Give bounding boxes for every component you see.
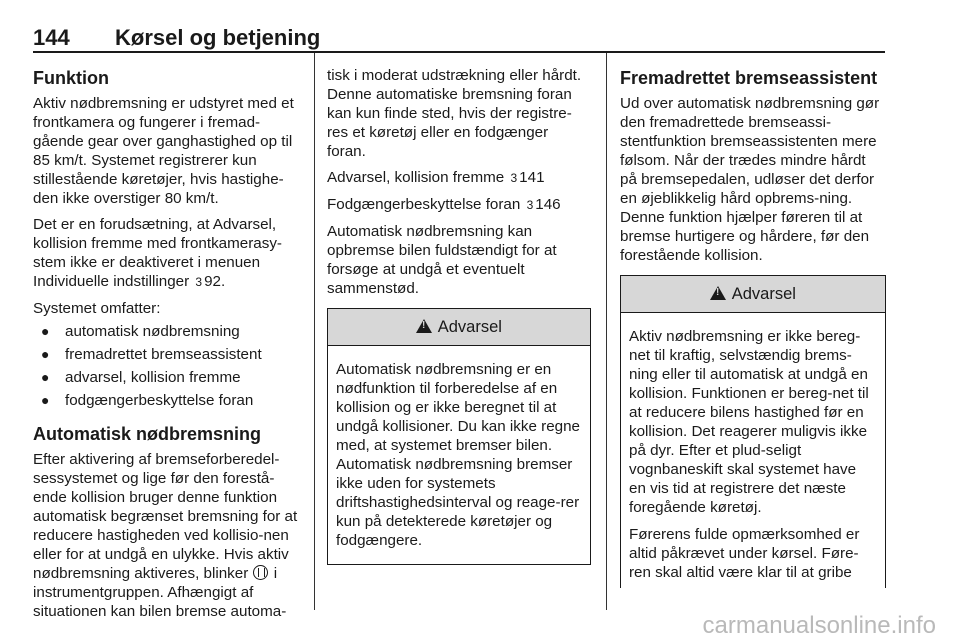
list-item: ● automatisk nødbremsning — [41, 323, 240, 340]
page-ref-link[interactable]: 146 — [535, 196, 561, 213]
paragraph: Automatisk nødbremsning kan opbremse bilen fuldstændigt for at forsøge at undgå et eventuelt sammenstød. — [327, 223, 557, 297]
paragraph: Aktiv nødbremsning er udstyret med et frontkamera og fungerer i fremad-gående gear over ganghastighed op til 85 km/t. Systemet registrerer kun stillestående køretøjer, hvis hastighe-den ikke overstiger 80 km/t. — [33, 95, 294, 207]
list-item: ● fremadrettet bremseassistent — [41, 346, 262, 363]
chapter-title: Kørsel og betjening — [115, 25, 321, 50]
paragraph: tisk i moderat udstrækning eller hårdt. Denne automatiske bremsning foran kan kun finde sted, hvis der registre-res et køretøj eller en fodgænger foran. — [327, 67, 582, 160]
section-heading-brake-assist: Fremadrettet bremseassistent — [620, 68, 878, 88]
paragraph — [33, 215, 303, 292]
column-1 — [33, 66, 303, 628]
brake-warning-lamp-icon — [253, 565, 268, 580]
column-3 — [620, 66, 886, 588]
page-header — [33, 25, 885, 51]
column-2 — [327, 66, 591, 565]
page-ref-link[interactable]: 141 — [519, 169, 545, 186]
feature-list — [33, 320, 303, 412]
warning-triangle-icon — [416, 319, 432, 333]
page-ref-link[interactable]: 92. — [204, 273, 226, 290]
paragraph: Ud over automatisk nødbremsning gør den fremadrettede bremseassi-stentfunktion bremseassistenten mere følsom. Når der trædes mindre hårdt på bremsepedalen, udløser det derfor en øjeblikkelig hård opbrems-ning. Denne funktion hjælper føreren til at bremse hurtigere og hårdere, før den forestående kollision. — [620, 95, 880, 264]
page-number: 144 — [33, 25, 70, 50]
warning-body: Aktiv nødbremsning er ikke bereg-net til kraftig, selvstændig brems-ning eller til automatisk at undgå en kollision. Funktionen er bereg-net til at reducere bilens hastighed før en kollision. Det reagerer muligvis ikke på dyr. Efter et plud-seligt vognbaneskift skal systemet have en vis tid at registrere det næste foregående køretøj. Førerens fulde opmærksomhed er altid påkrævet under kørsel. Føre-ren skal altid være klar til at gribe — [629, 328, 869, 581]
warning-body: Automatisk nødbremsning er en nødfunktion til forberedelse af en kollision og er ikke beregnet til at undgå kollisioner. Du kan ikke regne med, at systemet bremser bilen. Automatisk nødbremsning bremser ikke uden for systemets driftshastighedsinterval og reage-rer kun på detekterede køretøjer og fodgængere. — [336, 361, 580, 549]
page-ref-icon: 3 — [526, 198, 534, 212]
watermark: carmanualsonline.info — [702, 612, 936, 639]
section-heading-automatic-braking: Automatisk nødbremsning — [33, 424, 262, 444]
warning-box — [327, 308, 591, 565]
cross-reference: Fodgængerbeskyttelse foran 3 146 — [327, 196, 561, 213]
paragraph-text: Det er en forudsætning, at Advarsel, kollision fremme med frontkamerasy-stem ikke er deaktiveret i menuen Individuelle indstillinger — [33, 216, 282, 290]
list-item: ● advarsel, kollision fremme — [41, 369, 241, 386]
paragraph: Systemet omfatter: — [33, 300, 161, 317]
warning-header: ! Advarsel — [328, 309, 590, 346]
page-ref-icon: 3 — [195, 275, 203, 289]
paragraph: Efter aktivering af bremseforberedel-sessystemet og lige før den forestå-ende kollision bruger denne funktion automatisk begrænset bremsning for at reducere hastigheden ved kollisio-nen eller for at undgå en ulykke. Hvis aktiv nødbremsning aktiveres, blinker i instrumentgruppen. Afhængigt af situationen kan bilen bremse automa- — [33, 451, 298, 620]
header-rule — [33, 51, 885, 53]
page-ref-icon: 3 — [510, 171, 518, 185]
warning-triangle-icon — [710, 286, 726, 300]
warning-header: ! Advarsel — [621, 276, 885, 313]
cross-reference: Advarsel, kollision fremme 3 141 — [327, 169, 545, 186]
column-divider — [314, 53, 315, 610]
section-heading-funktion: Funktion — [33, 68, 109, 88]
warning-box — [620, 275, 886, 588]
column-divider — [606, 53, 607, 610]
list-item: ● fodgængerbeskyttelse foran — [41, 392, 254, 409]
